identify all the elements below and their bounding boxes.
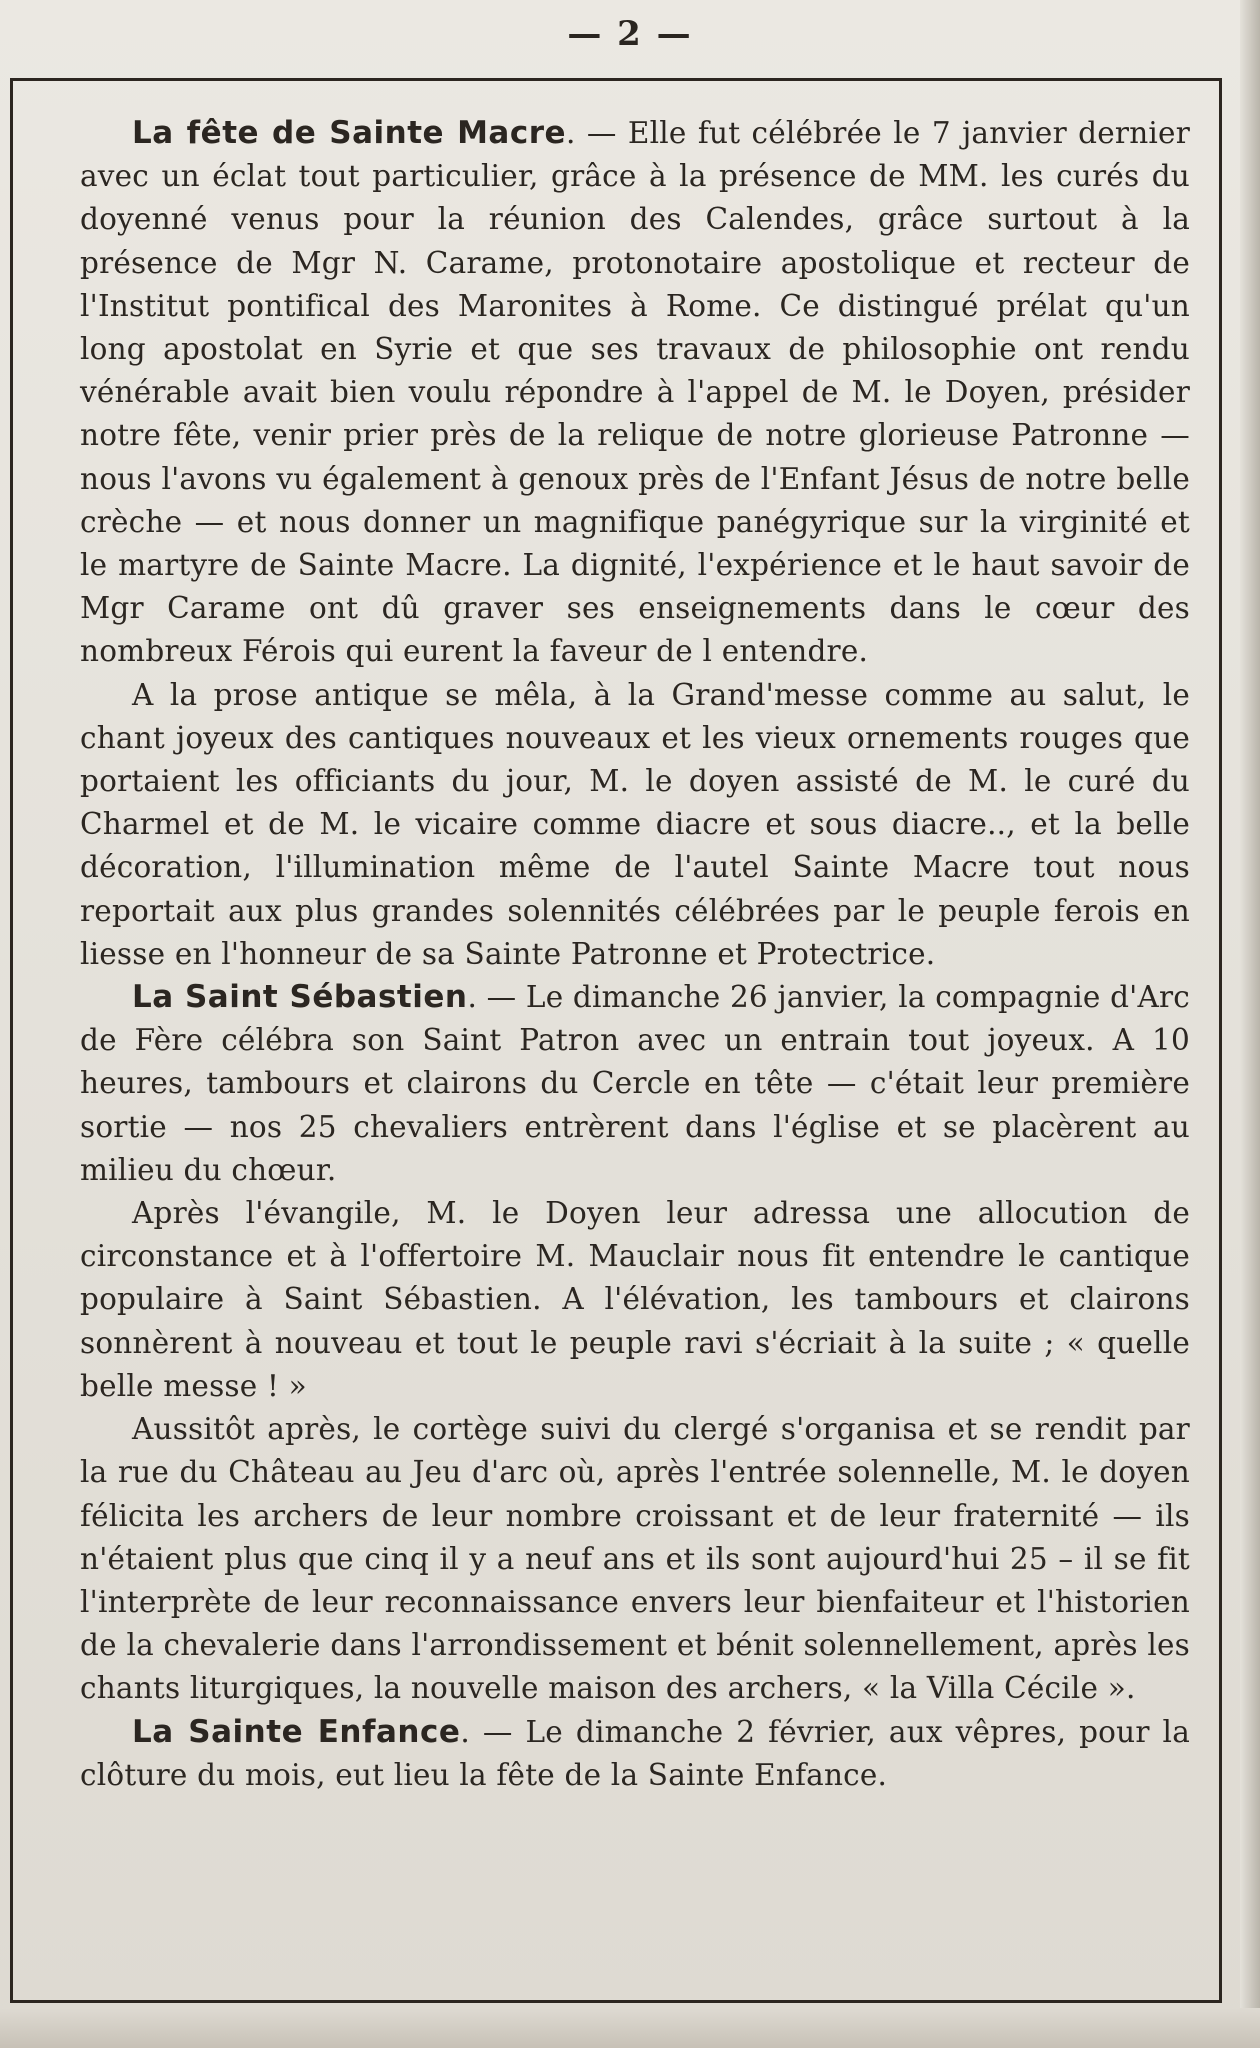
section-saint-sebastien-paragraph-1 bbox=[80, 976, 1190, 1192]
page-number: — 2 — bbox=[567, 14, 693, 54]
section-sainte-enfance-paragraph-1 bbox=[80, 1711, 1190, 1797]
section-heading-sainte-enfance: La Sainte Enfance bbox=[132, 1713, 461, 1750]
section-sainte-macre-paragraph-1 bbox=[80, 112, 1190, 674]
paragraph-text: Aussitôt après, le cortège suivi du clergé s'organisa et se rendit par la rue du Château au Jeu d'arc où, après l'entrée solennelle, M. le doyen félicita les archers de leur nombre croissant et de leur fraternité — ils n'étaient plus que cinq il y a neuf ans et ils sont aujourd'hui 25 – il se fit l'interprète de leur reconnaissance envers leur bienfaiteur et l'historien de la chevalerie dans l'arrondissement et bénit solennellement, après les chants liturgiques, la nouvelle maison des archers, « la Villa Cécile ». bbox=[80, 1412, 1190, 1706]
section-sainte-macre-paragraph-2 bbox=[80, 674, 1190, 976]
page-edge-shadow bbox=[1240, 0, 1260, 2048]
paragraph-text: Elle fut célébrée le 7 janvier dernier avec un éclat tout particulier, grâce à la présence de MM. les curés du doyenné venus pour la réunion des Calendes, grâce surtout à la présence de Mgr N. Carame, protonotaire apostolique et recteur de l'Institut pontifical des Maronites à Rome. Ce distingué prélat qu'un long apostolat en Syrie et que ses travaux de philosophie ont rendu vénérable avait bien voulu répondre à l'appel de M. le Doyen, présider notre fête, venir prier près de la relique de notre glorieuse Patronne — nous l'avons vu également à genoux près de l'Enfant Jésus de notre belle crèche — et nous donner un magnifique panégyrique sur la virginité et le martyre de Sainte Macre. La dignité, l'expérience et le haut savoir de Mgr Carame ont dû graver ses enseignements dans le cœur des nombreux Férois qui eurent la faveur de l entendre. bbox=[80, 116, 1191, 669]
section-saint-sebastien-paragraph-3 bbox=[80, 1408, 1190, 1710]
section-saint-sebastien-paragraph-2 bbox=[80, 1192, 1190, 1408]
paragraph-text: Le dimanche 26 janvier, la compagnie d'Arc de Fère célébra son Saint Patron avec un entrain tout joyeux. A 10 heures, tambours et clairons du Cercle en tête — c'était leur première sortie — nos 25 chevaliers entrèrent dans l'église et se placèrent au milieu du chœur. bbox=[80, 980, 1190, 1187]
section-heading-sainte-macre: La fête de Sainte Macre bbox=[132, 115, 567, 151]
page-bottom-shadow bbox=[0, 2008, 1260, 2048]
heading-separator: . — bbox=[566, 116, 628, 150]
heading-separator: . — bbox=[460, 1714, 526, 1749]
paragraph-text: Le dimanche 2 février, aux vêpres, pour la clôture du mois, eut lieu la fête de la Sainte Enfance. bbox=[80, 1714, 1190, 1792]
heading-separator: . — bbox=[467, 980, 526, 1015]
section-heading-saint-sebastien: La Saint Sébastien bbox=[132, 979, 468, 1016]
paragraph-text: Après l'évangile, M. le Doyen leur adressa une allocution de circonstance et à l'offertoire M. Mauclair nous fit entendre le cantique populaire à Saint Sébastien. A l'élévation, les tambours et clairons sonnèrent à nouveau et tout le peuple ravi s'écriait à la suite ; « quelle belle messe ! » bbox=[80, 1196, 1190, 1403]
paragraph-text: A la prose antique se mêla, à la Grand'messe comme au salut, le chant joyeux des cantiques nouveaux et les vieux ornements rouges que portaient les officiants du jour, M. le doyen assisté de M. le curé du Charmel et de M. le vicaire comme diacre et sous diacre.., et la belle décoration, l'illumination même de l'autel Sainte Macre tout nous reportait aux plus grandes solennités célébrées par le peuple ferois en liesse en l'honneur de sa Sainte Patronne et Protectrice. bbox=[80, 677, 1190, 971]
article-body bbox=[80, 112, 1190, 1797]
